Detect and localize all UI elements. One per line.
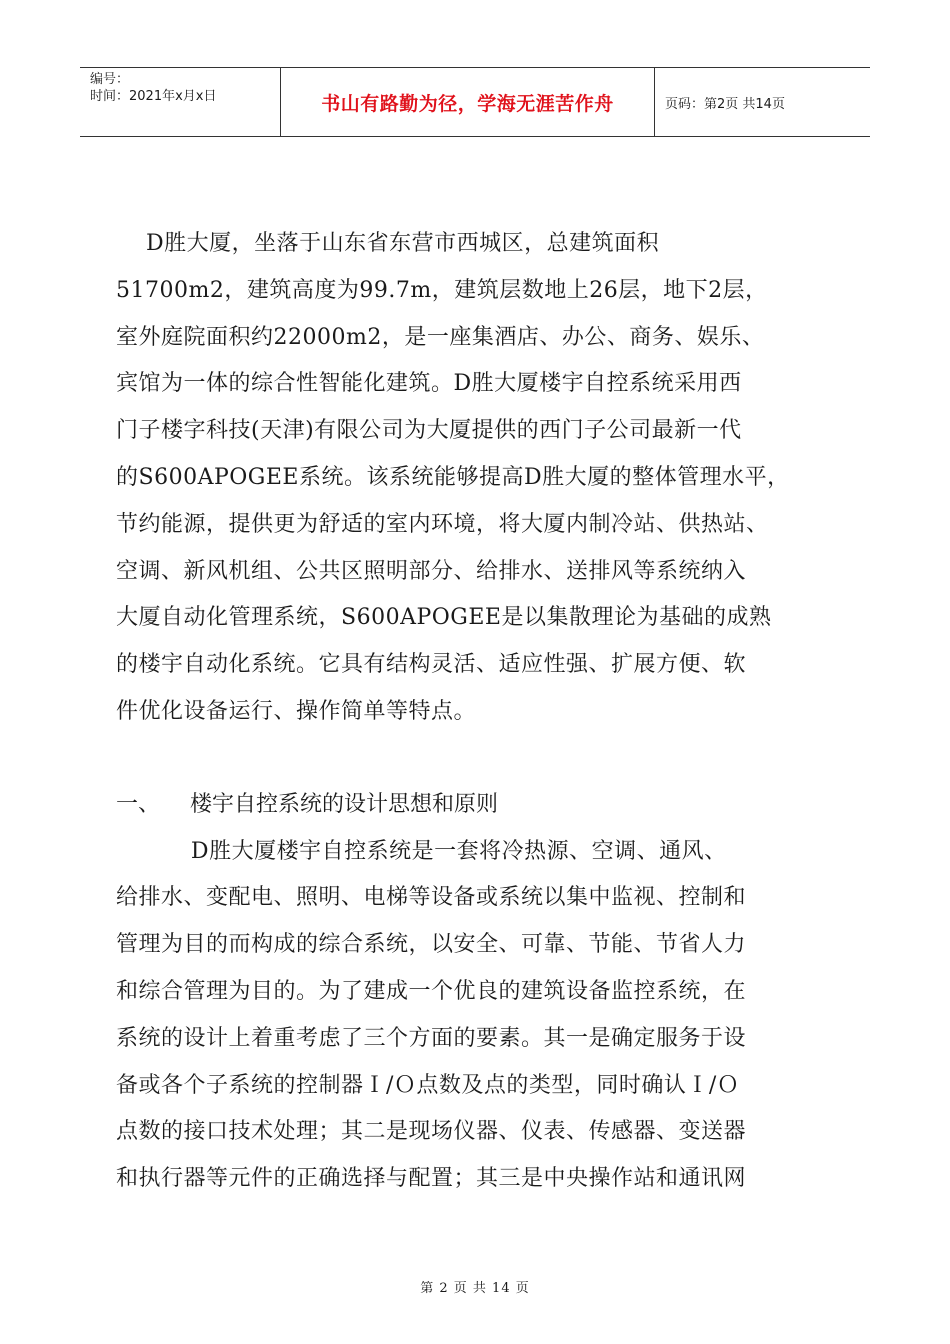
page-header: [80, 67, 870, 137]
motto-text: 书山有路勤为径，学海无涯苦作舟: [321, 92, 614, 115]
text-line: 系统的设计上着重考虑了三个方面的要素。其一是确定服务于设: [116, 1025, 747, 1051]
text-line: 空调、新风机组、公共区照明部分、给排水、送排风等系统纳入: [116, 558, 747, 584]
section-heading: [116, 787, 856, 834]
footer-page-number: 第 2 页 共 14 页: [420, 1281, 530, 1296]
header-meta: [80, 68, 281, 136]
text-line: 点数的接口技术处理；其二是现场仪器、仪表、传感器、变送器: [116, 1119, 747, 1145]
document-body: [116, 226, 856, 1208]
text-line: 和执行器等元件的正确选择与配置；其三是中央操作站和通讯网: [116, 1166, 747, 1192]
text-line: 51700m2，建筑高度为99.7m，建筑层数地上26层，地下2层，: [116, 277, 768, 303]
text-line: 和综合管理为目的。为了建成一个优良的建筑设备监控系统，在: [116, 978, 747, 1004]
section-gap: [116, 741, 856, 787]
number-label: 编号：: [90, 72, 130, 87]
header-motto-cell: [281, 68, 655, 136]
page-footer: [0, 1277, 950, 1296]
text-line: 大厦自动化管理系统，S600APOGEE是以集散理论为基础的成熟: [116, 605, 772, 631]
text-line: 给排水、变配电、照明、电梯等设备或系统以集中监视、控制和: [116, 885, 747, 911]
section-number: 一、: [116, 791, 161, 817]
page-info: 页码：第2页 共14页: [665, 96, 785, 112]
text-line: 的楼宇自动化系统。它具有结构灵活、适应性强、扩展方便、软: [116, 652, 747, 678]
text-line: D胜大厦楼宇自控系统是一套将冷热源、空调、通风、: [116, 838, 727, 864]
text-line: 室外庭院面积约22000m2，是一座集酒店、办公、商务、娱乐、: [116, 324, 765, 350]
text-line: 件优化设备运行、操作简单等特点。: [116, 698, 477, 724]
section-title: 楼宇自控系统的设计思想和原则: [190, 791, 499, 817]
paragraph-design: [116, 834, 856, 1208]
text-line: 管理为目的而构成的综合系统，以安全、可靠、节能、节省人力: [116, 932, 747, 958]
text-line: D胜大厦，坐落于山东省东营市西城区，总建筑面积: [116, 231, 660, 256]
header-page-cell: [655, 68, 870, 136]
paragraph-intro: [116, 226, 856, 741]
text-line: 备或各个子系统的控制器Ｉ/Ｏ点数及点的类型，同时确认Ｉ/Ｏ: [116, 1072, 740, 1098]
text-line: 宾馆为一体的综合性智能化建筑。D胜大厦楼宇自控系统采用西: [116, 371, 742, 397]
text-line: 门子楼字科技(天津)有限公司为大厦提供的西门子公司最新一代: [116, 418, 742, 444]
text-line: 的S600APOGEE系统。该系统能够提高D胜大厦的整体管理水平，: [116, 464, 790, 490]
time-label: 时间：2021年x月x日: [90, 89, 217, 104]
text-line: 节约能源，提供更为舒适的室内环境，将大厦内制冷站、供热站、: [116, 511, 769, 537]
